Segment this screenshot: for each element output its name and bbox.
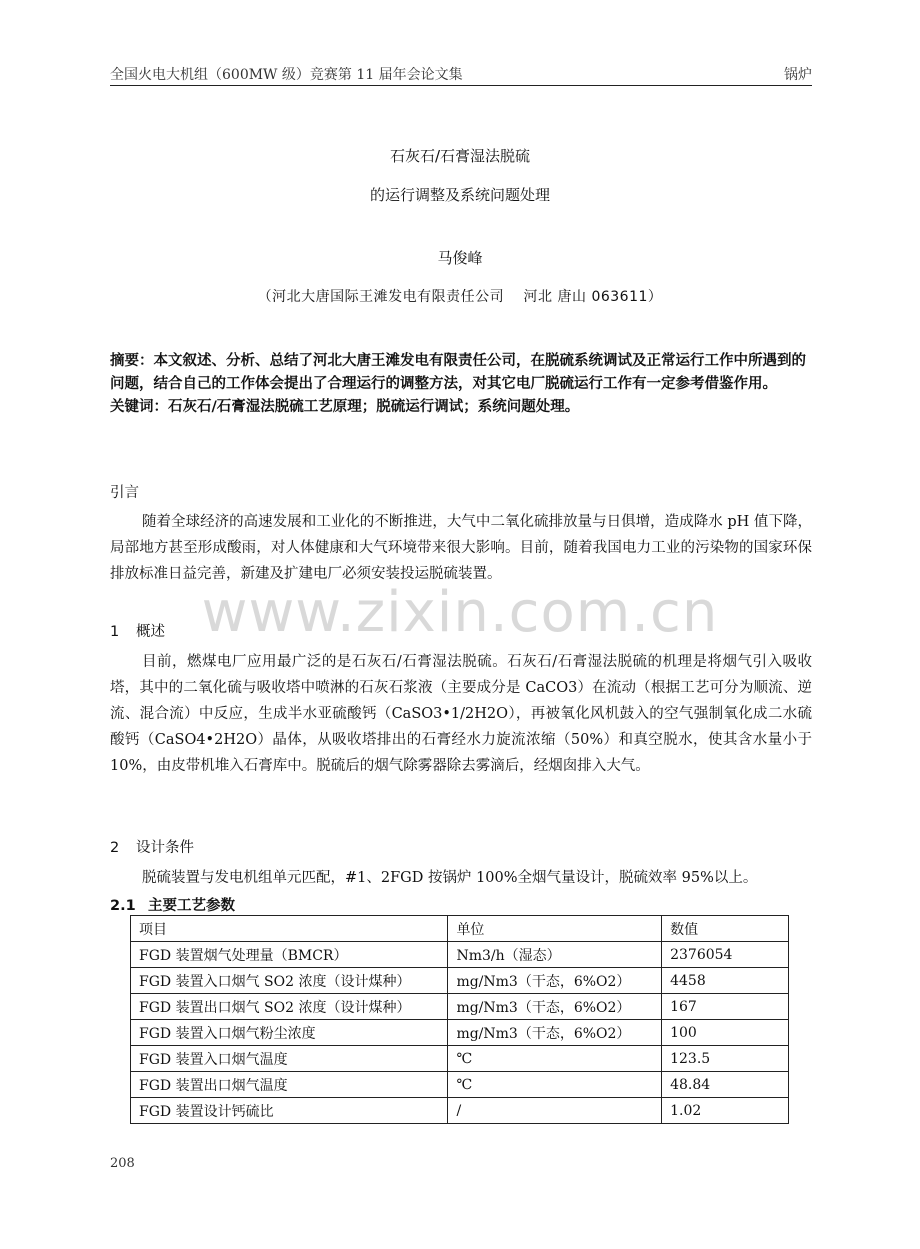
table-cell: mg/Nm3（干态，6%O2）: [448, 994, 662, 1020]
table-header-row: [131, 916, 789, 942]
section-heading-2-1: [110, 894, 235, 915]
section-title: 设计条件: [136, 840, 194, 856]
table-cell: Nm3/h（湿态）: [448, 942, 662, 968]
table-cell: ℃: [448, 1046, 662, 1072]
table-cell: mg/Nm3（干态，6%O2）: [448, 968, 662, 994]
process-parameters-table: [130, 915, 789, 1124]
table-row: [131, 968, 789, 994]
table-cell: /: [448, 1098, 662, 1124]
header-proceedings-title: 全国火电大机组（600MW 级）竞赛第 11 届年会论文集: [110, 67, 463, 83]
table-cell: 100: [662, 1020, 789, 1046]
section-title: 引言: [110, 485, 139, 501]
table-header-cell: 项目: [131, 916, 448, 942]
table-header-cell: 单位: [448, 916, 662, 942]
table-cell: ℃: [448, 1072, 662, 1098]
section-number: 2.1: [110, 898, 136, 914]
table-cell: FGD 装置出口烟气 SO2 浓度（设计煤种）: [131, 994, 448, 1020]
table-cell: 48.84: [662, 1072, 789, 1098]
section-body-2: 脱硫装置与发电机组单元匹配，#1、2FGD 按锅炉 100%全烟气量设计，脱硫效率 95%以上。: [142, 870, 758, 886]
paper-title-line2: 的运行调整及系统问题处理: [369, 186, 550, 204]
table-row: [131, 1072, 789, 1098]
header-section-label: 锅炉: [784, 67, 812, 83]
section-body-1: 目前，燃煤电厂应用最广泛的是石灰石/石膏湿法脱硫。石灰石/石膏湿法脱硫的机理是将烟气引入吸收塔，其中的二氧化硫与吸收塔中喷淋的石灰石浆液（主要成分是 CaCO3）在流动（根据工艺可分为顺流、逆流、混合流）中反应，生成半水亚硫酸钙（CaSO3•1/2H2O），再被氧化风机鼓入的空气强制氧化成二水硫酸钙（CaSO4•2H2O）晶体，从吸收塔排出的石膏经水力旋流浓缩（50%）和真空脱水，使其含水量小于 10%，由皮带机堆入石膏库中。脱硫后的烟气除雾器除去雾滴后，经烟囱排入大气。: [110, 654, 812, 774]
table-cell: FGD 装置入口烟气粉尘浓度: [131, 1020, 448, 1046]
running-header: [110, 60, 812, 86]
table-cell: FGD 装置烟气处理量（BMCR）: [131, 942, 448, 968]
section-heading-intro: [110, 481, 139, 502]
table-cell: mg/Nm3（干态，6%O2）: [448, 1020, 662, 1046]
watermark-text: www.zixin.com.cn: [201, 580, 719, 645]
table-row: [131, 1098, 789, 1124]
table-cell: 4458: [662, 968, 789, 994]
section-number: 1: [110, 624, 120, 640]
table-row: [131, 942, 789, 968]
table-cell: FGD 装置设计钙硫比: [131, 1098, 448, 1124]
abstract-block: [110, 350, 812, 419]
table-row: [131, 994, 789, 1020]
keywords-text: 关键词：石灰石/石膏湿法脱硫工艺原理；脱硫运行调试；系统问题处理。: [110, 399, 580, 415]
section-heading-1: [110, 620, 165, 641]
section-title: 主要工艺参数: [148, 898, 235, 914]
table-cell: FGD 装置入口烟气 SO2 浓度（设计煤种）: [131, 968, 448, 994]
table-cell: FGD 装置入口烟气温度: [131, 1046, 448, 1072]
abstract-text: 摘要：本文叙述、分析、总结了河北大唐王滩发电有限责任公司，在脱硫系统调试及正常运行工作中所遇到的问题，结合自己的工作体会提出了合理运行的调整方法，对其它电厂脱硫运行工作有一定参考借鉴作用。: [110, 353, 806, 392]
page-number: 208: [110, 1156, 135, 1171]
paper-title-line1: 石灰石/石膏湿法脱硫: [389, 147, 531, 165]
table-row: [131, 1046, 789, 1072]
section-heading-2: [110, 836, 194, 857]
table-row: [131, 1020, 789, 1046]
section-title: 概述: [136, 624, 165, 640]
section-number: 2: [110, 840, 120, 856]
table-cell: 123.5: [662, 1046, 789, 1072]
author-name: 马俊峰: [437, 249, 483, 267]
section-body-intro: 随着全球经济的高速发展和工业化的不断推进，大气中二氧化硫排放量与日俱增，造成降水 pH 值下降，局部地方甚至形成酸雨，对人体健康和大气环境带来很大影响。目前，随着我国电力工业的污染物的国家环保排放标准日益完善，新建及扩建电厂必须安装投运脱硫装置。: [110, 514, 812, 582]
table-cell: 167: [662, 994, 789, 1020]
table-cell: FGD 装置出口烟气温度: [131, 1072, 448, 1098]
table-cell: 2376054: [662, 942, 789, 968]
author-affiliation: （河北大唐国际王滩发电有限责任公司 河北 唐山 063611）: [257, 289, 663, 305]
table-cell: 1.02: [662, 1098, 789, 1124]
table-header-cell: 数值: [662, 916, 789, 942]
